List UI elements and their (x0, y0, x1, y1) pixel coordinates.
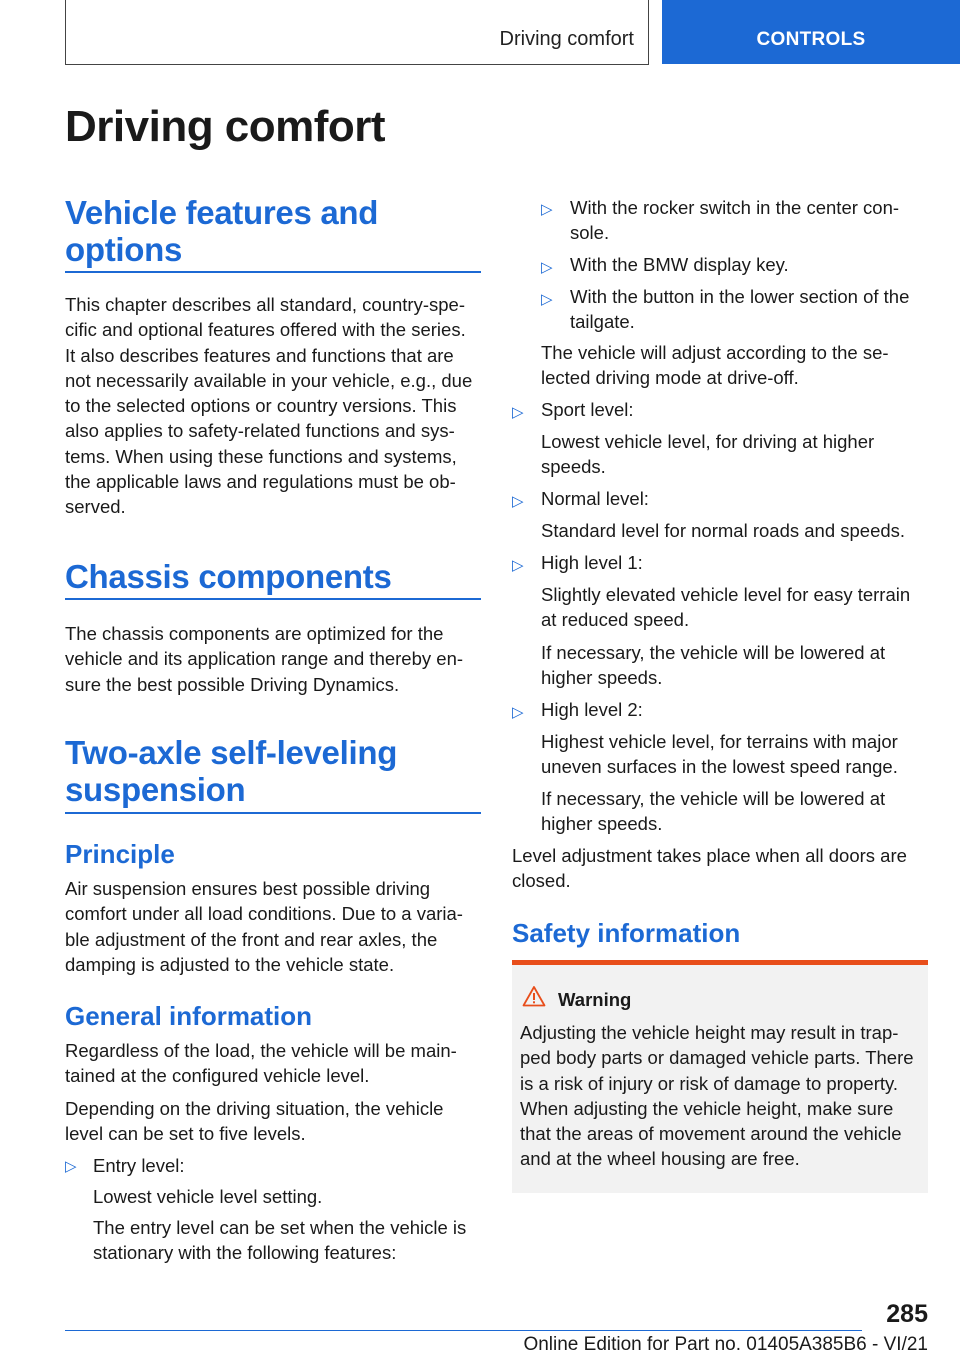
header-chapter-tab-label: CONTROLS (756, 29, 866, 50)
bullet-icon: ▷ (512, 704, 524, 721)
list-item-sport-desc: Lowest vehicle level, for driving at higher speeds. (541, 431, 875, 478)
bullet-icon: ▷ (512, 557, 524, 574)
footer-edition-text: Online Edition for Part no. 01405A385B6 - VI/21 (523, 1334, 928, 1355)
heading-suspension: Two-axle self-leveling suspension (65, 734, 398, 808)
warning-text: Adjusting the vehicle height may result in trap-ped body parts or damaged vehicle parts. There is a risk of injury or risk of damage to property. When adjusting the vehicle height, make sure that the areas of movement around the vehicle and at the wheel housing are free. (520, 1022, 914, 1170)
list-item-high2-label: High level 2: (541, 699, 643, 720)
paragraph-level-adjustment: Level adjustment takes place when all doors are closed. (512, 845, 907, 892)
list-item-entry-desc: Lowest vehicle level setting. (93, 1186, 323, 1207)
page-number: 285 (886, 1300, 928, 1328)
paragraph-general-1: Regardless of the load, the vehicle will be main-tained at the configured vehicle level. (65, 1040, 457, 1087)
paragraph-adjust-note: The vehicle will adjust according to the se-lected driving mode at drive-off. (541, 342, 889, 389)
bullet-icon: ▷ (512, 493, 524, 510)
list-item-entry-note: The entry level can be set when the vehicle is stationary with the following features: (93, 1217, 467, 1264)
sub-list-item-rocker-switch: With the rocker switch in the center con-sole. (570, 197, 900, 244)
bullet-icon: ▷ (541, 201, 553, 218)
header-chapter-tab[interactable] (662, 0, 960, 64)
bullet-icon: ▷ (541, 291, 553, 308)
heading-rule (65, 271, 481, 273)
paragraph-chassis-components: The chassis components are optimized for the vehicle and its application range and thereby en-sure the best possible Driving Dynamics. (65, 623, 464, 695)
warning-title: Warning (558, 989, 632, 1010)
list-item-high2-desc: Highest vehicle level, for terrains with major uneven surfaces in the lowest speed range. (541, 731, 898, 778)
heading-safety-information: Safety information (512, 918, 741, 948)
sub-list-item-tailgate-button: With the button in the lower section of the tailgate. (570, 286, 910, 333)
bullet-icon: ▷ (65, 1158, 77, 1175)
warning-box (512, 960, 928, 1193)
heading-general-information: General information (65, 1001, 313, 1031)
heading-rule (65, 598, 481, 600)
warning-triangle-icon (522, 985, 546, 1007)
bullet-icon: ▷ (512, 404, 524, 421)
header-section-title: Driving comfort (499, 28, 634, 50)
paragraph-vehicle-features: This chapter describes all standard, country-spe-cific and optional features offered with the series. It also describes features and functions that are not necessarily available in your vehicle, e.g., due to the selected options or country versions. This also applies to safety-related functions and sys-tems. When using these functions and systems, the applicable laws and regulations must be ob-served. (65, 294, 473, 518)
list-item-high1-desc: Slightly elevated vehicle level for easy terrain at reduced speed. (541, 584, 911, 631)
list-item-normal-label: Normal level: (541, 488, 649, 509)
paragraph-principle: Air suspension ensures best possible driving comfort under all load conditions. Due to a varia-ble adjustment of the front and rear axles, the damping is adjusted to the vehicle state. (65, 878, 463, 975)
sub-list-item-display-key: With the BMW display key. (570, 254, 789, 275)
heading-rule (65, 812, 481, 814)
header-right-line (648, 0, 649, 64)
page-title: Driving comfort (65, 102, 386, 151)
heading-vehicle-features: Vehicle features and options (65, 194, 379, 268)
list-item-high1-label: High level 1: (541, 552, 643, 573)
footer-rule (65, 1330, 862, 1331)
list-item-entry-label: Entry level: (93, 1155, 185, 1176)
list-item-sport-label: Sport level: (541, 399, 634, 420)
list-item-high1-note: If necessary, the vehicle will be lowered at higher speeds. (541, 642, 886, 689)
heading-principle: Principle (65, 839, 175, 869)
paragraph-general-2: Depending on the driving situation, the vehicle level can be set to five levels. (65, 1098, 444, 1145)
list-item-normal-desc: Standard level for normal roads and speeds. (541, 520, 906, 541)
list-item-high2-note: If necessary, the vehicle will be lowered at higher speeds. (541, 788, 886, 835)
heading-chassis-components: Chassis components (65, 558, 392, 595)
header-bottom-line (65, 64, 649, 65)
bullet-icon: ▷ (541, 259, 553, 276)
